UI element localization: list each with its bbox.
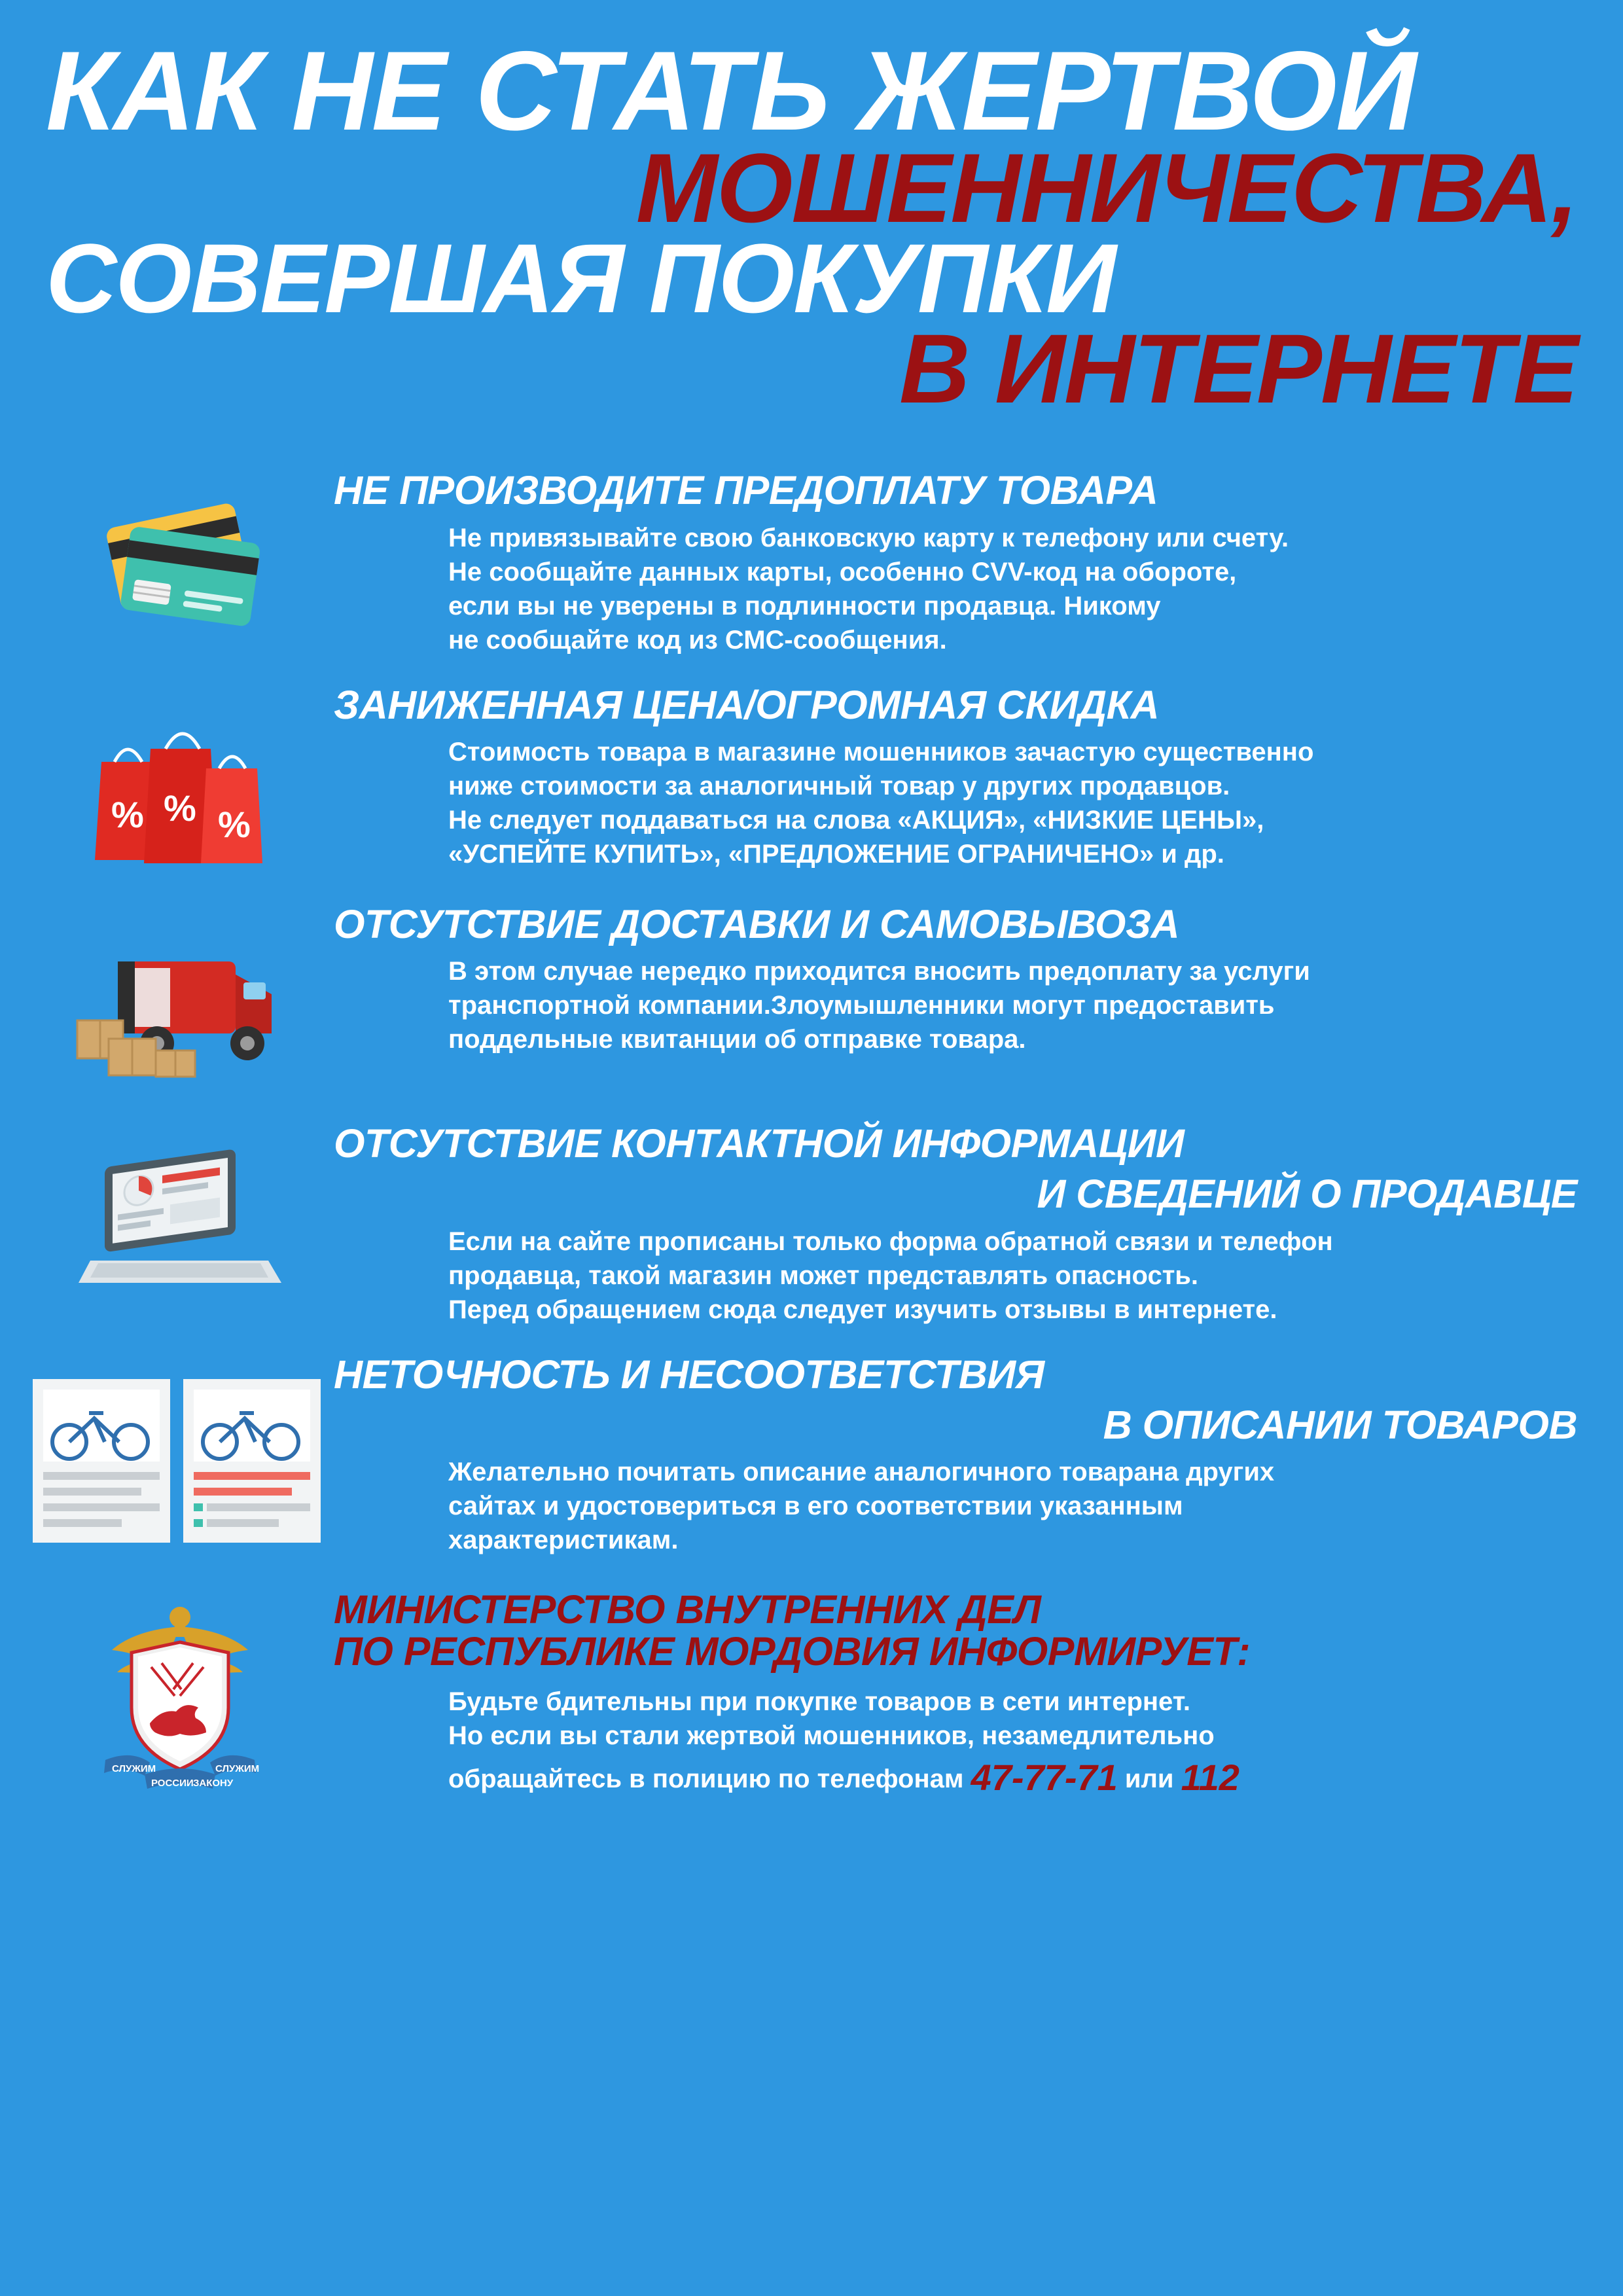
body-line: продавца, такой магазин может представлять опасность. [448,1261,1198,1290]
emblem-text-right: СЛУЖИМ [215,1763,260,1775]
mvd-emblem-icon [82,1595,278,1795]
body-line: Не сообщайте данных карты, особенно CVV-код на обороте, [448,557,1237,586]
section-heading-2: В ОПИСАНИИ ТОВАРОВ [1103,1402,1577,1447]
body-line: Не следует поддаваться на слова «АКЦИЯ», «НИЗКИЕ ЦЕНЫ», [448,806,1264,835]
section-body [334,735,1577,871]
section-heading-2: И СВЕДЕНИЙ О ПРОДАВЦЕ [1037,1172,1577,1217]
two-bicycle-listings-icon [26,1372,334,1552]
footer-body-line-1: Будьте бдительны при покупке товаров в сети интернет. [448,1687,1190,1716]
section-no-contacts [26,1123,1584,1327]
body-line: если вы не уверены в подлинности продавца. Никому [448,591,1161,620]
footer-mvd-block [0,1585,1623,1802]
text-column [334,901,1584,1056]
section-heading: НЕ ПРОИЗВОДИТЕ ПРЕДОПЛАТУ ТОВАРА [334,468,1158,513]
emblem-text-left: СЛУЖИМ [112,1763,156,1775]
body-line: ниже стоимости за аналогичный товар у других продавцов. [448,772,1230,801]
section-body [334,954,1577,1056]
section-heading: ОТСУТСТВИЕ КОНТАКТНОЙ ИНФОРМАЦИИ [334,1121,1185,1166]
section-heading: ЗАНИЖЕННАЯ ЦЕНА/ОГРОМНАЯ СКИДКА [334,682,1160,727]
phone-number-emergency[interactable]: 112 [1181,1757,1240,1799]
section-heading: НЕТОЧНОСТЬ И НЕСООТВЕТСТВИЯ [334,1352,1044,1397]
text-column [334,1123,1584,1327]
bank-cards-icon [88,488,272,655]
section-body [334,1455,1577,1557]
footer-body-line-3 [448,1753,1584,1802]
icon-column [26,470,334,655]
icon-column [26,1588,334,1795]
section-low-price [26,682,1584,876]
footer-body-line-2: Но если вы стали жертвой мошенников, незамедлительно [448,1721,1215,1751]
body-line: Если на сайте прописаны только форма обратной связи и телефон [448,1227,1333,1256]
discount-bags-icon [82,703,278,876]
section-body [334,521,1577,657]
footer-heading-line-2: ПО РЕСПУБЛИКЕ МОРДОВИЯ ИНФОРМИРУЕТ: [334,1629,1251,1674]
text-column [334,470,1584,656]
emblem-text-center: РОССИИ [151,1778,194,1789]
emblem-text-bottom: ЗАКОНУ [193,1778,234,1789]
section-prepayment [26,470,1584,656]
title-line-3: СОВЕРШАЯ ПОКУПКИ [46,223,1115,334]
phone-number-primary[interactable]: 47-77-71 [971,1757,1118,1799]
body-line: не сообщайте код из СМС-сообщения. [448,625,947,655]
body-line: Стоимость товара в магазине мошенников зачастую существенно [448,738,1314,767]
laptop-website-icon [79,1141,281,1308]
svg-text:%: % [111,793,144,835]
section-no-delivery [26,901,1584,1096]
svg-text:%: % [218,803,251,845]
icon-column [26,1354,334,1552]
body-line: Перед обращением сюда следует изучить отзывы в интернете. [448,1295,1277,1324]
svg-text:%: % [164,787,196,829]
footer-phone-prefix: обращайтесь в полицию по телефонам [448,1765,971,1794]
section-body [334,1225,1577,1327]
icon-column [26,904,334,1096]
body-line: сайтах и удостовериться в его соответствии указанным [448,1492,1183,1521]
title-line-4: В ИНТЕРНЕТЕ [899,314,1577,424]
text-column [334,682,1584,871]
footer-heading-line-1: МИНИСТЕРСТВО ВНУТРЕННИХ ДЕЛ [334,1587,1041,1632]
body-line: характеристикам. [448,1526,679,1555]
body-line: В этом случае нередко приходится вносить предоплату за услуги [448,957,1310,986]
body-line: поддельные квитанции об отправке товара. [448,1025,1026,1054]
body-line: транспортной компании.Злоумышленники могут предоставить [448,991,1275,1020]
section-inaccurate-description [26,1354,1584,1558]
text-column [334,1354,1584,1558]
title-line-2: МОШЕННИЧЕСТВА, [635,133,1577,243]
sections-list [0,470,1623,1557]
footer-text-column [334,1588,1584,1802]
icon-column [26,1123,334,1308]
footer-body [334,1685,1584,1803]
footer-heading [334,1588,1584,1672]
body-line: Не привязывайте свою банковскую карту к телефону или счету. [448,523,1289,552]
title-line-1: КАК НЕ СТАТЬ ЖЕРТВОЙ [46,28,1416,154]
section-heading: ОТСУТСТВИЕ ДОСТАВКИ И САМОВЫВОЗА [334,901,1180,946]
icon-column [26,685,334,876]
page-title [0,0,1623,424]
body-line: «УСПЕЙТЕ КУПИТЬ», «ПРЕДЛОЖЕНИЕ ОГРАНИЧЕНО» и др. [448,840,1224,869]
delivery-van-icon [72,922,288,1096]
phone-separator: или [1117,1765,1181,1794]
body-line: Желательно почитать описание аналогичного товарана других [448,1458,1275,1487]
